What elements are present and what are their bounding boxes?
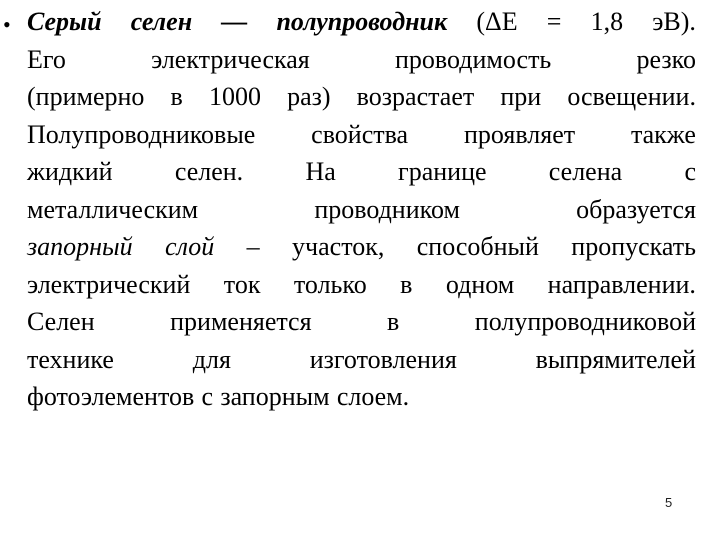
- word: выпрямителей: [535, 344, 696, 374]
- word: запорный: [27, 232, 133, 261]
- text-line: [27, 41, 696, 79]
- word: (ΔЕ: [476, 7, 518, 36]
- bullet-marker: •: [3, 12, 11, 37]
- word: применяется: [170, 307, 312, 336]
- word: освещении.: [567, 82, 696, 111]
- word: –: [246, 232, 260, 261]
- word: жидкий: [27, 157, 113, 186]
- word: полупроводниковой: [474, 307, 696, 336]
- text-line: [27, 378, 696, 416]
- word: одном: [445, 269, 515, 299]
- body-paragraph: [27, 3, 696, 416]
- word: образуется: [576, 194, 696, 224]
- word: способный: [416, 232, 539, 261]
- word: направлении.: [547, 269, 696, 299]
- word: электрическая: [151, 44, 310, 74]
- word: проводимость: [395, 44, 552, 74]
- word: в: [400, 269, 413, 299]
- word: проявляет: [463, 119, 576, 149]
- word: селена: [548, 157, 623, 186]
- word: границе: [398, 157, 487, 186]
- word: металлическим: [27, 194, 199, 224]
- word: с: [201, 382, 214, 411]
- word: в: [387, 307, 400, 336]
- word: возрастает: [356, 82, 475, 111]
- word: слоем.: [336, 382, 410, 411]
- word: запорным: [220, 382, 330, 411]
- text-line: [27, 116, 696, 154]
- word: в: [170, 82, 183, 111]
- word: полупроводник: [276, 7, 448, 36]
- word: проводником: [314, 194, 460, 224]
- word: Селен: [27, 307, 95, 336]
- word: слой: [165, 232, 215, 261]
- word: электрический: [27, 269, 191, 299]
- text-line: [27, 266, 696, 304]
- word: для: [192, 344, 231, 374]
- word: На: [305, 157, 336, 186]
- word: с: [684, 157, 696, 186]
- word: 1000: [208, 82, 261, 111]
- word: раз): [287, 82, 331, 111]
- word: Его: [27, 44, 66, 74]
- word: резко: [636, 44, 696, 74]
- word: ток: [223, 269, 261, 299]
- word: Серый: [27, 7, 102, 36]
- word: участок,: [292, 232, 385, 261]
- word: Полупроводниковые: [27, 119, 256, 149]
- text-line: [27, 191, 696, 229]
- text-line: [27, 78, 696, 116]
- text-line: [27, 153, 696, 191]
- text-line: [27, 341, 696, 379]
- word: =: [546, 7, 562, 36]
- text-line: [27, 303, 696, 341]
- word: пропускать: [571, 232, 696, 261]
- word: при: [500, 82, 542, 111]
- word: 1,8: [590, 7, 624, 36]
- word: (примерно: [27, 82, 145, 111]
- word: селен.: [174, 157, 244, 186]
- word: эВ).: [652, 7, 696, 36]
- word: свойства: [311, 119, 409, 149]
- word: также: [630, 119, 696, 149]
- text-line: [27, 228, 696, 266]
- word: —: [221, 7, 248, 36]
- word: технике: [27, 344, 114, 374]
- word: изготовления: [309, 344, 457, 374]
- word: фотоэлементов: [27, 382, 195, 411]
- word: только: [293, 269, 367, 299]
- word: селен: [130, 7, 193, 36]
- page-number: 5: [665, 495, 673, 510]
- text-line: [27, 3, 696, 41]
